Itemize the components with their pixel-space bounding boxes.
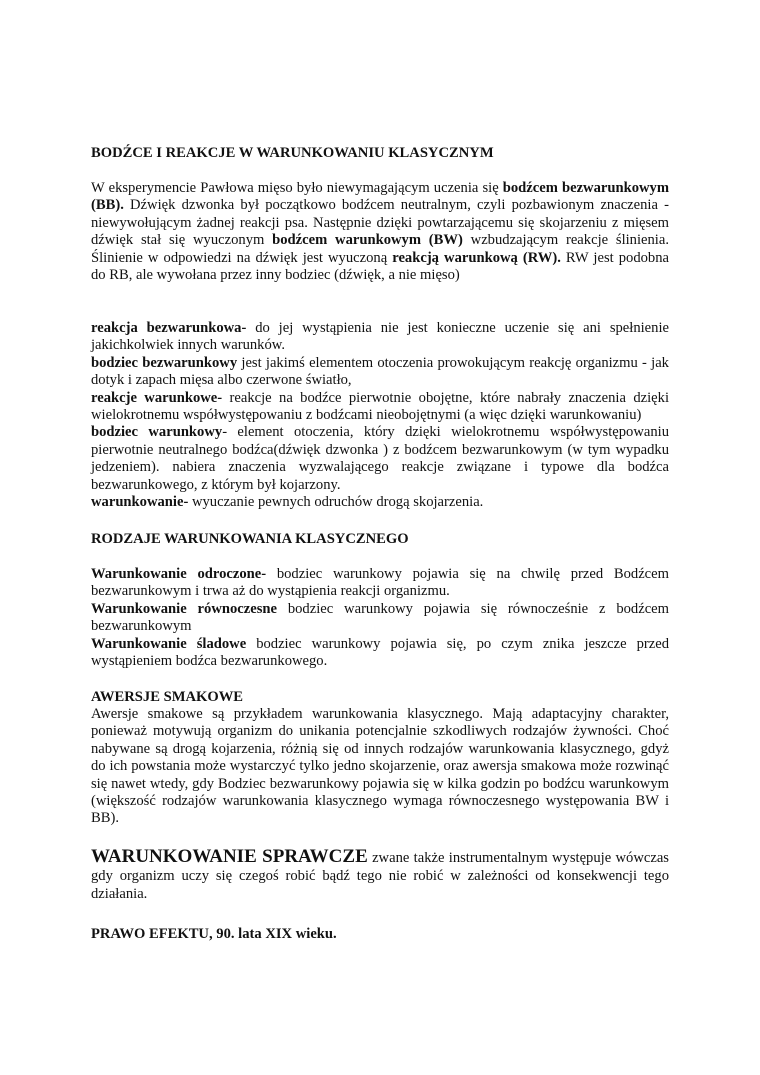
- type-term: Warunkowanie równoczesne: [91, 600, 277, 617]
- type-term: Warunkowanie śladowe: [91, 635, 247, 652]
- definition-text: - element otoczenia, który dzięki wielokrotnemu współwystępowaniu pierwotnie neutralnego bodźca(dźwięk dzwonka ) z bodźcem bezwarunkowym (w tym wypadku jedzeniem). nabiera znaczenia wyzwalającego reakcje związane i typowe dla bodźca bezwarunkowego, z którym był kojarzony.: [91, 424, 669, 493]
- definition-text: jest jakimś elementem otoczenia prowokującym reakcję organizmu - jak dotyk i zapach mięsa albo czerwone światło,: [91, 354, 669, 389]
- type-text: bodziec warunkowy pojawia się, po czym znika jeszcze przed wystąpieniem bodźca bezwarunkowego.: [91, 635, 669, 670]
- type-text: bodziec warunkowy pojawia się na chwilę przed Bodźcem bezwarunkowym i trwa aż do wystąpienia reakcji organizmu.: [91, 566, 669, 600]
- definition-item: [91, 424, 669, 494]
- heading-stimuli-reactions: BODŹCE I REAKCJE W WARUNKOWANIU KLASYCZNYM: [91, 145, 494, 161]
- heading-law-of-effect: PRAWO EFEKTU, 90. lata XIX wieku.: [91, 926, 337, 942]
- definition-text: reakcje na bodźce pierwotnie obojętne, które nabrały znaczenia dzięki wielokrotnemu współwystępowaniu z bodźcami nieobojętnymi (a więc dzięki warunkowaniu): [91, 389, 670, 424]
- intro-paragraph: [91, 180, 669, 284]
- heading-types: RODZAJE WARUNKOWANIA KLASYCZNEGO: [91, 531, 409, 547]
- operant-text: zwane także instrumentalnym występuje wówczas gdy organizm uczy się czegoś robić bądź tego nie robić w zależności od konsekwencji tego działania.: [91, 850, 669, 902]
- definitions-list: [91, 320, 669, 511]
- intro-text-2: Dźwięk dzwonka był początkowo bodźcem neutralnym, czyli pozbawionym znaczenia - niewywołującym żadnej reakcji psa. Następnie dzięki powtarzającemu się skojarzeniu z mięsem dźwięk stał się wyuczonym: [91, 197, 669, 249]
- definition-term: warunkowanie-: [91, 494, 189, 511]
- aversion-paragraph: Awersje smakowe są przykładem warunkowania klasycznego. Mają adaptacyjny charakter, ponieważ motywują organizm do unikania potencjalnie szkodliwych rodzajów żywności. Choć nabywane są drogą kojarzenia, różnią się od innych rodzajów warunkowania klasycznego, gdyż do ich powstania może wystarczyć tylko jedno skojarzenie, oraz awersja smakowa może rozwinąć się nawet wtedy, gdy Bodziec bezwarunkowy pojawia się w kilka godzin po bodźcu warunkowym (większość rodzajów warunkowania klasycznego wymaga równoczesnego występowania BW i BB).: [91, 706, 669, 827]
- type-item: [91, 636, 669, 671]
- type-text: bodziec warunkowy pojawia się równocześnie z bodźcem bezwarunkowym: [91, 600, 669, 635]
- intro-bold-bw: bodźcem warunkowym (BW): [272, 232, 463, 249]
- type-term: Warunkowanie odroczone-: [91, 566, 267, 582]
- definition-item: [91, 355, 669, 390]
- definition-item: [91, 390, 669, 425]
- definition-term: reakcja bezwarunkowa-: [91, 320, 247, 336]
- intro-bold-rw: reakcją warunkową (RW).: [392, 249, 561, 266]
- definition-item: [91, 494, 669, 511]
- types-list: [91, 566, 669, 670]
- intro-text-1: W eksperymencie Pawłowa mięso było niewymagającym uczenia się: [91, 180, 503, 196]
- definition-item: [91, 320, 669, 355]
- intro-bold-bb: bodźcem bezwarunkowym (BB).: [91, 180, 669, 214]
- intro-text-4: RW jest podobna do RB, ale wywołana przez inny bodziec (dźwięk, a nie mięso): [91, 249, 669, 284]
- definition-term: bodziec bezwarunkowy: [91, 354, 238, 371]
- definition-text: do jej wystąpienia nie jest konieczne uczenie się ani spełnienie jakichkolwiek innych warunków.: [91, 320, 669, 354]
- definition-text: wyuczanie pewnych odruchów drogą skojarzenia.: [188, 494, 484, 511]
- operant-paragraph: [91, 848, 669, 903]
- definition-term: reakcje warunkowe-: [91, 389, 223, 406]
- operant-heading: WARUNKOWANIE SPRAWCZE: [91, 846, 368, 867]
- intro-text-3: wzbudzającym reakcje ślinienia. Ślinienie w odpowiedzi na dźwięk jest wyuczoną: [91, 232, 669, 266]
- heading-aversions: AWERSJE SMAKOWE: [91, 689, 244, 705]
- type-item: [91, 601, 669, 636]
- definition-term: bodziec warunkowy: [91, 424, 223, 441]
- type-item: [91, 566, 669, 601]
